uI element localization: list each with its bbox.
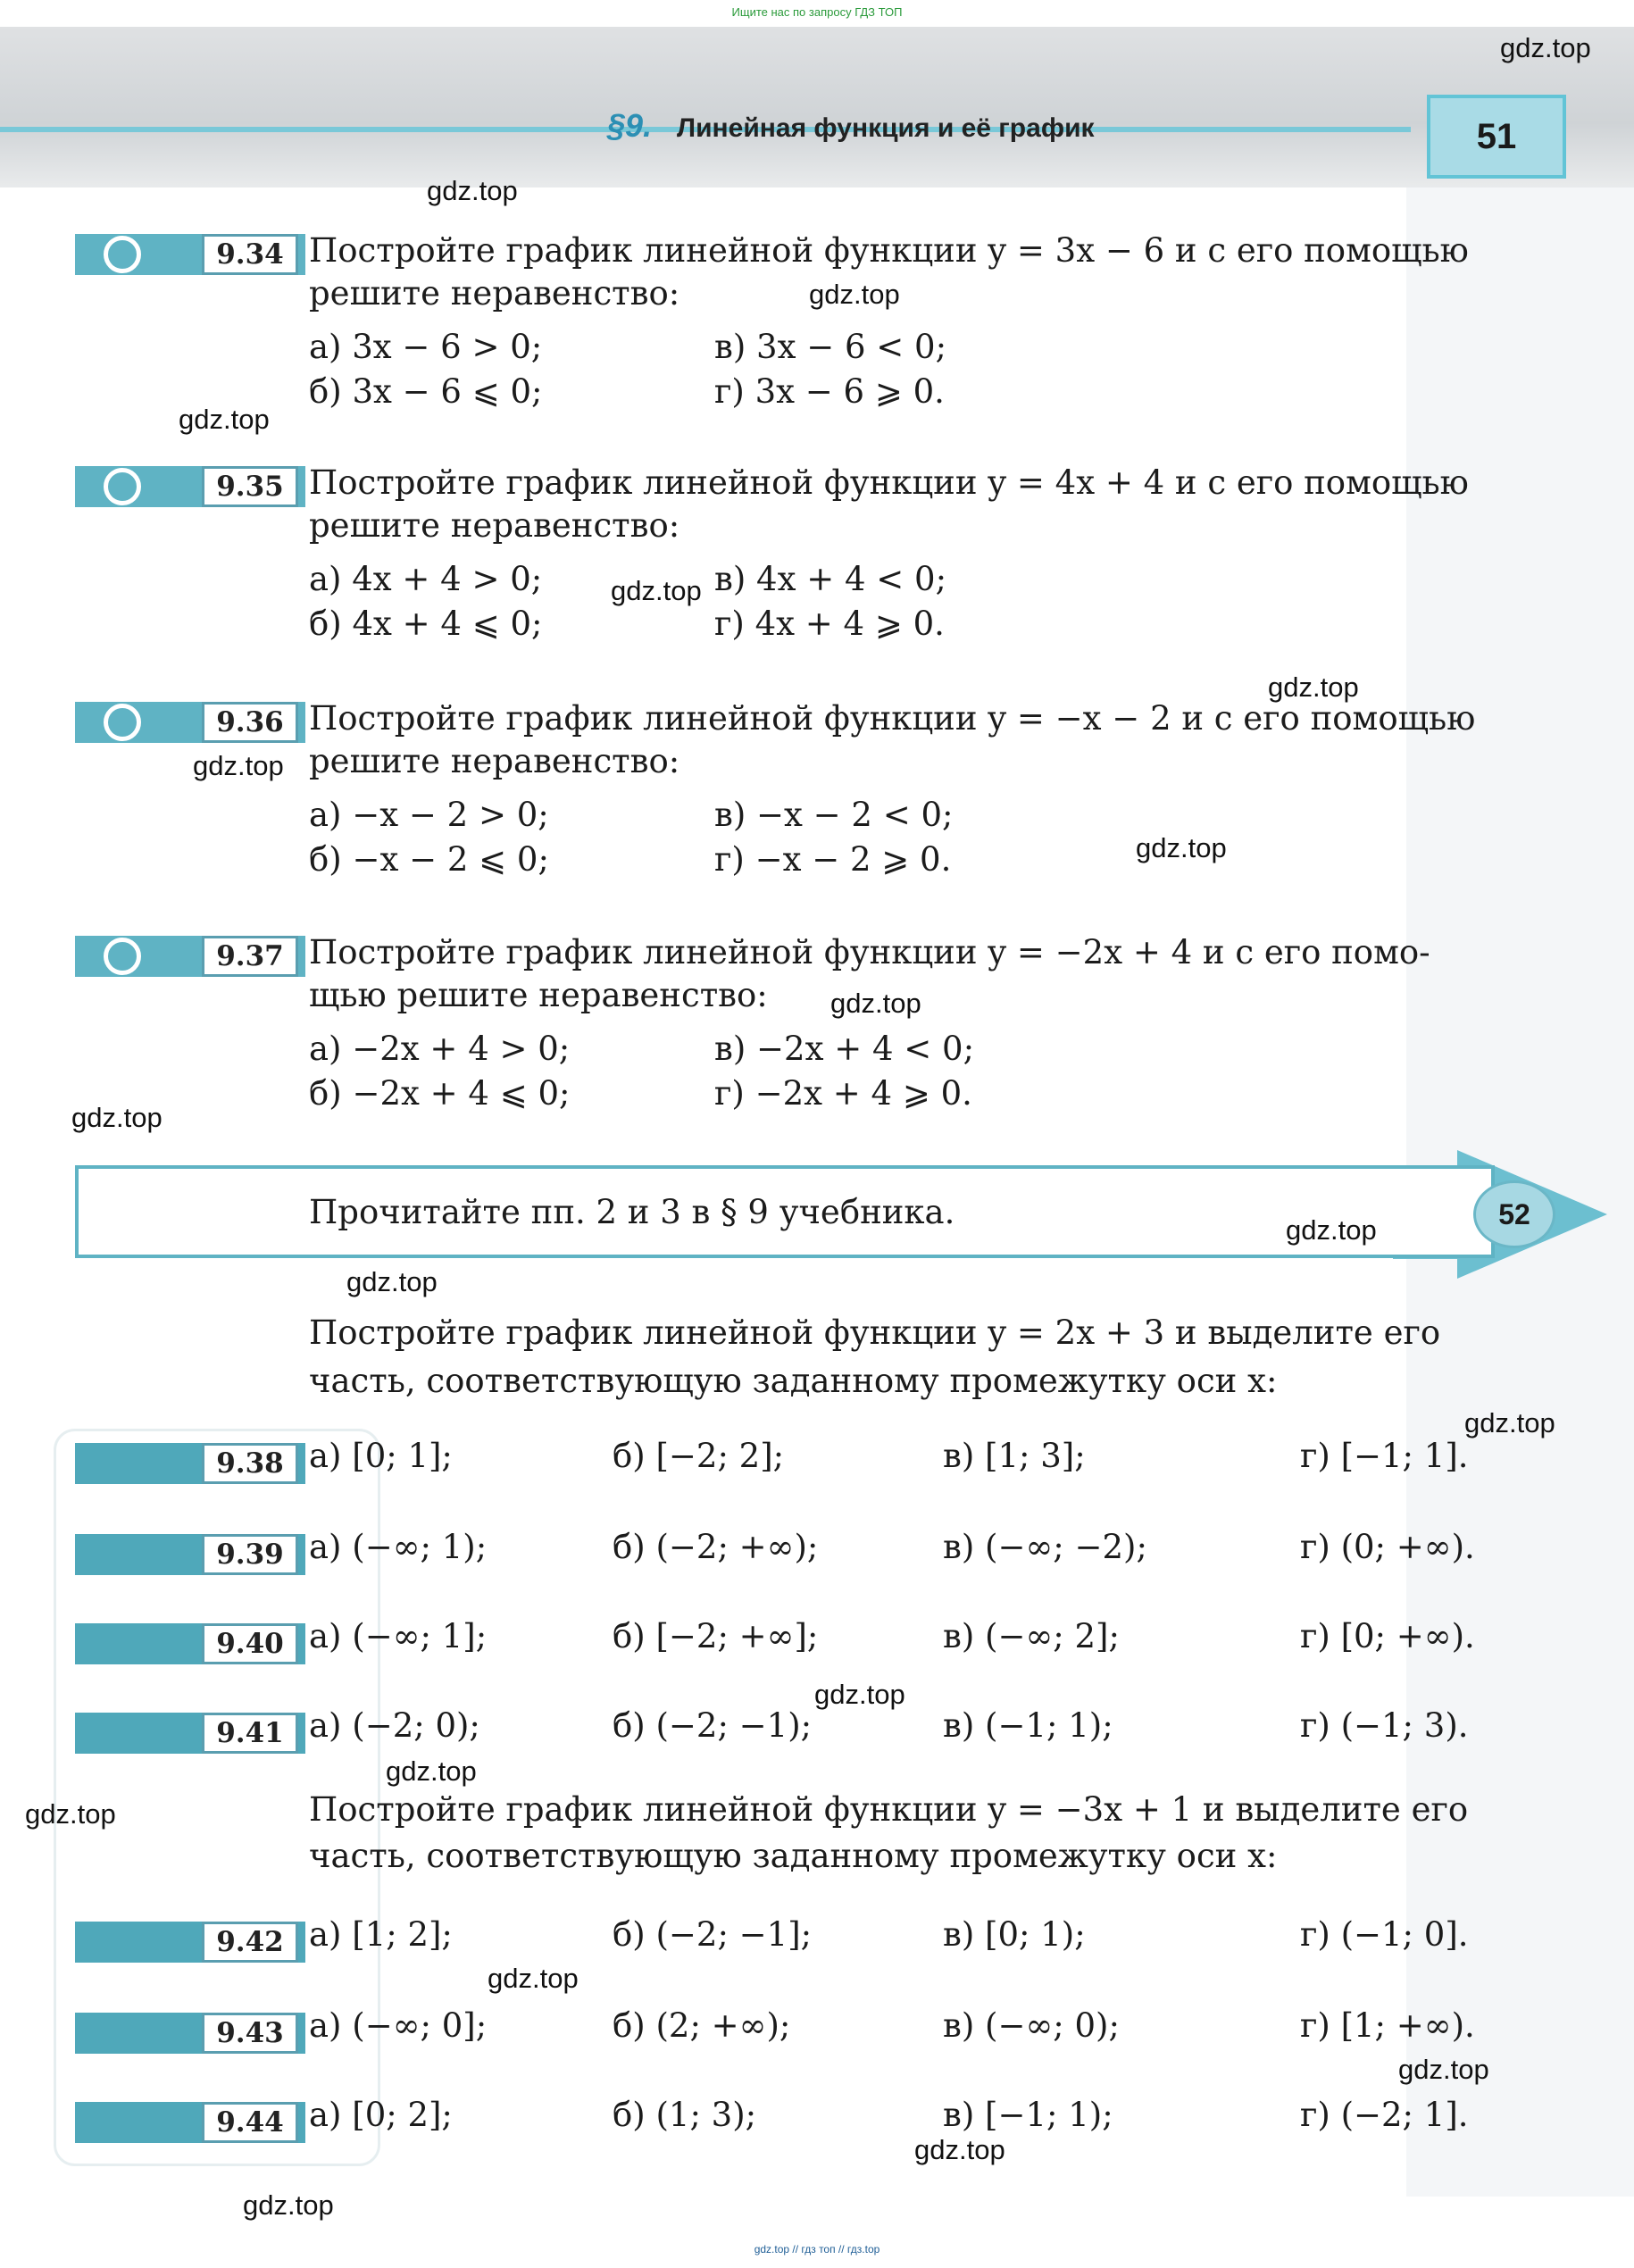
reading-text: Прочитайте пп. 2 и 3 в § 9 учебника. <box>309 1193 955 1231</box>
option-a: а) −2x + 4 > 0; <box>309 1030 571 1068</box>
exercise-number: 9.36 <box>202 702 298 743</box>
option-d: г) (−1; 0]. <box>1300 1915 1469 1954</box>
option-a: а) (−∞; 1]; <box>309 1617 488 1655</box>
option-c: в) −2x + 4 < 0; <box>714 1030 975 1068</box>
option-b: б) (−2; +∞); <box>613 1528 819 1566</box>
exercise-number: 9.38 <box>202 1443 298 1484</box>
option-a: а) [0; 1]; <box>309 1437 453 1475</box>
circle-icon <box>104 236 141 273</box>
watermark: gdz.top <box>1464 1407 1555 1438</box>
exercise-number: 9.43 <box>202 2013 298 2054</box>
exercise-number: 9.34 <box>202 234 298 275</box>
option-c: в) [1; 3]; <box>943 1437 1086 1475</box>
circle-icon <box>104 938 141 975</box>
option-b: б) 3x − 6 ⩽ 0; <box>309 372 543 411</box>
option-c: в) (−∞; 0); <box>943 2006 1120 2045</box>
option-d: г) (−1; 3). <box>1300 1706 1469 1745</box>
option-a: а) [1; 2]; <box>309 1915 453 1954</box>
task-intro: Постройте график линейной функции y = −3x + 1 и выделите его <box>309 1790 1469 1829</box>
option-b: б) (−2; −1]; <box>613 1915 813 1954</box>
watermark: gdz.top <box>71 1102 163 1133</box>
watermark: gdz.top <box>427 175 518 206</box>
exercise-number: 9.44 <box>202 2102 298 2143</box>
exercise-number: 9.40 <box>202 1623 298 1664</box>
watermark: gdz.top <box>1286 1214 1377 1246</box>
option-d: г) 4x + 4 ⩾ 0. <box>714 605 945 643</box>
option-b: б) (−2; −1); <box>613 1706 813 1745</box>
watermark: gdz.top <box>1398 2054 1489 2085</box>
exercise-number: 9.35 <box>202 466 298 507</box>
watermark: gdz.top <box>25 1798 116 1830</box>
watermark: gdz.top <box>1500 32 1591 63</box>
option-d: г) [0; +∞). <box>1300 1617 1475 1655</box>
exercise-number: 9.37 <box>202 936 298 977</box>
section-title-text: Линейная функция и её график <box>677 113 1095 143</box>
page-number: 51 <box>1427 95 1566 179</box>
exercise-text: решите неравенство: <box>309 506 680 545</box>
watermark: gdz.top <box>814 1679 905 1710</box>
option-d: г) (0; +∞). <box>1300 1528 1475 1566</box>
option-a: а) (−2; 0); <box>309 1706 480 1745</box>
watermark: gdz.top <box>488 1963 579 1994</box>
exercise-text: Постройте график линейной функции y = −x − 2 и с его помощью <box>309 699 1476 738</box>
option-d: г) 3x − 6 ⩾ 0. <box>714 372 945 411</box>
task-intro: часть, соответствующую заданному промежутку оси x: <box>309 1362 1278 1400</box>
circle-icon <box>104 704 141 741</box>
option-a: а) 4x + 4 > 0; <box>309 560 543 598</box>
exercise-number: 9.42 <box>202 1922 298 1963</box>
option-c: в) (−1; 1); <box>943 1706 1113 1745</box>
exercise-text: Постройте график линейной функции y = −2x + 4 и с его помо- <box>309 933 1430 971</box>
exercise-text: решите неравенство: <box>309 274 680 313</box>
option-c: в) (−∞; −2); <box>943 1528 1147 1566</box>
circle-icon <box>104 468 141 505</box>
option-c: в) [−1; 1); <box>943 2096 1113 2134</box>
option-a: а) 3x − 6 > 0; <box>309 328 543 366</box>
option-d: г) [−1; 1]. <box>1300 1437 1469 1475</box>
watermark: gdz.top <box>193 750 284 781</box>
option-d: г) −x − 2 ⩾ 0. <box>714 840 952 879</box>
watermark: gdz.top <box>346 1266 438 1297</box>
watermark: gdz.top <box>830 988 921 1019</box>
watermark: gdz.top <box>611 575 702 606</box>
exercise-text: Постройте график линейной функции y = 3x − 6 и с его помощью <box>309 231 1469 270</box>
option-b: б) [−2; 2]; <box>613 1437 785 1475</box>
option-a: а) (−∞; 1); <box>309 1528 488 1566</box>
option-b: б) −2x + 4 ⩽ 0; <box>309 1074 571 1113</box>
watermark: gdz.top <box>809 279 900 310</box>
exercise-number: 9.41 <box>202 1713 298 1754</box>
watermark: gdz.top <box>914 2134 1005 2165</box>
option-a: а) [0; 2]; <box>309 2096 453 2134</box>
bottom-note: gdz.top // гдз топ // гдз.top <box>754 2243 880 2255</box>
paragraph-mark: §9. <box>607 107 653 144</box>
option-d: г) [1; +∞). <box>1300 2006 1475 2045</box>
section-title <box>607 107 1095 145</box>
option-b: б) [−2; +∞]; <box>613 1617 819 1655</box>
watermark: gdz.top <box>1268 671 1359 703</box>
watermark: gdz.top <box>243 2189 334 2221</box>
task-intro: часть, соответствующую заданному промежутку оси x: <box>309 1837 1278 1875</box>
option-c: в) 4x + 4 < 0; <box>714 560 947 598</box>
exercise-text: щью решите неравенство: <box>309 976 768 1014</box>
exercise-number: 9.39 <box>202 1534 298 1575</box>
watermark: gdz.top <box>179 404 270 435</box>
option-a: а) (−∞; 0]; <box>309 2006 488 2045</box>
top-note: Ищите нас по запросу ГДЗ ТОП <box>731 5 903 19</box>
option-c: в) [0; 1); <box>943 1915 1086 1954</box>
watermark: gdz.top <box>1136 832 1227 863</box>
option-b: б) −x − 2 ⩽ 0; <box>309 840 549 879</box>
option-c: в) 3x − 6 < 0; <box>714 328 947 366</box>
task-intro: Постройте график линейной функции y = 2x + 3 и выделите его <box>309 1313 1441 1352</box>
option-b: б) 4x + 4 ⩽ 0; <box>309 605 543 643</box>
exercise-text: решите неравенство: <box>309 742 680 780</box>
option-a: а) −x − 2 > 0; <box>309 796 549 834</box>
option-c: в) −x − 2 < 0; <box>714 796 954 834</box>
watermark: gdz.top <box>386 1755 477 1787</box>
option-b: б) (2; +∞); <box>613 2006 791 2045</box>
exercise-text: Постройте график линейной функции y = 4x + 4 и с его помощью <box>309 463 1469 502</box>
option-c: в) (−∞; 2]; <box>943 1617 1120 1655</box>
option-d: г) (−2; 1]. <box>1300 2096 1469 2134</box>
option-d: г) −2x + 4 ⩾ 0. <box>714 1074 972 1113</box>
option-b: б) (1; 3); <box>613 2096 757 2134</box>
reading-badge: 52 <box>1473 1180 1555 1248</box>
